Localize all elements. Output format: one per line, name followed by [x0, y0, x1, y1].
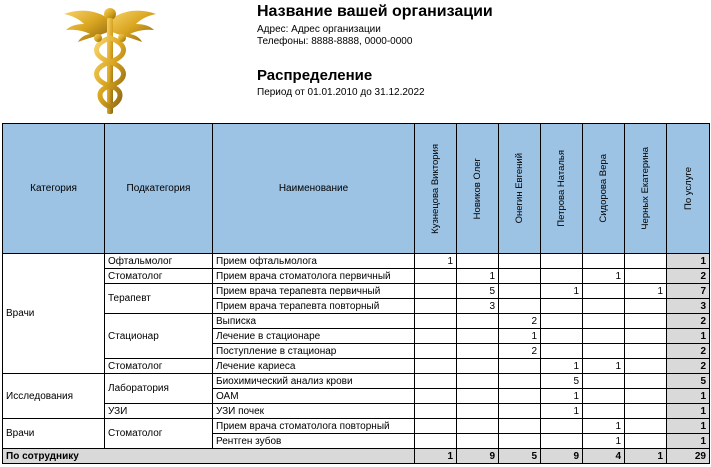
service-name-cell: УЗИ почек	[213, 404, 415, 419]
value-cell: 1	[583, 434, 625, 449]
column-header-employee: Сидорова Вера	[583, 124, 625, 254]
value-cell	[625, 314, 667, 329]
subcategory-cell: УЗИ	[105, 404, 213, 419]
service-name-cell: Выписка	[213, 314, 415, 329]
employee-total-cell: 5	[499, 449, 541, 464]
value-cell	[583, 344, 625, 359]
value-cell	[625, 404, 667, 419]
value-cell	[541, 254, 583, 269]
value-cell	[583, 389, 625, 404]
employee-total-cell: 1	[625, 449, 667, 464]
value-cell	[499, 269, 541, 284]
value-cell: 5	[541, 374, 583, 389]
service-name-cell: Лечение кариеса	[213, 359, 415, 374]
row-total-cell: 1	[667, 404, 710, 419]
value-cell: 1	[583, 269, 625, 284]
value-cell	[499, 389, 541, 404]
value-cell	[457, 314, 499, 329]
value-cell	[541, 269, 583, 284]
value-cell	[625, 254, 667, 269]
table-row	[3, 374, 710, 389]
value-cell	[457, 359, 499, 374]
value-cell	[415, 359, 457, 374]
value-cell	[457, 254, 499, 269]
subcategory-cell: Стоматолог	[105, 359, 213, 374]
value-cell	[499, 419, 541, 434]
value-cell	[415, 404, 457, 419]
value-cell	[625, 419, 667, 434]
row-total-cell: 2	[667, 359, 710, 374]
category-cell: Исследования	[3, 374, 105, 419]
service-name-cell: Прием врача терапевта первичный	[213, 284, 415, 299]
value-cell	[541, 434, 583, 449]
subcategory-cell: Лаборатория	[105, 374, 213, 404]
employee-total-cell: 4	[583, 449, 625, 464]
row-total-cell: 1	[667, 419, 710, 434]
category-cell: Врачи	[3, 419, 105, 449]
value-cell	[415, 389, 457, 404]
service-name-cell: Лечение в стационаре	[213, 329, 415, 344]
table-row	[3, 284, 710, 299]
value-cell	[583, 254, 625, 269]
row-total-cell: 2	[667, 344, 710, 359]
service-name-cell: Прием врача стоматолога первичный	[213, 269, 415, 284]
value-cell	[583, 299, 625, 314]
column-header-employee: Онегин Евгений	[499, 124, 541, 254]
organization-name: Название вашей организации	[257, 3, 493, 20]
value-cell: 1	[583, 419, 625, 434]
value-cell	[415, 344, 457, 359]
value-cell: 1	[541, 389, 583, 404]
value-cell: 1	[415, 254, 457, 269]
service-name-cell: Прием врача стоматолога повторный	[213, 419, 415, 434]
distribution-table	[2, 123, 710, 464]
value-cell	[541, 419, 583, 434]
table-header-row	[3, 124, 710, 254]
value-cell	[499, 359, 541, 374]
value-cell: 3	[457, 299, 499, 314]
row-total-cell: 7	[667, 284, 710, 299]
value-cell	[625, 269, 667, 284]
report-title: Распределение	[257, 67, 373, 84]
value-cell	[415, 434, 457, 449]
row-total-cell: 3	[667, 299, 710, 314]
value-cell	[625, 374, 667, 389]
subcategory-cell: Офтальмолог	[105, 254, 213, 269]
column-header-employee: Петрова Наталья	[541, 124, 583, 254]
value-cell	[457, 344, 499, 359]
service-name-cell: Прием офтальмолога	[213, 254, 415, 269]
table-row	[3, 419, 710, 434]
column-header-category: Категория	[3, 124, 105, 254]
value-cell	[457, 389, 499, 404]
value-cell	[583, 314, 625, 329]
column-header-total: По услуге	[667, 124, 710, 254]
value-cell: 1	[541, 359, 583, 374]
value-cell	[625, 344, 667, 359]
value-cell	[415, 329, 457, 344]
table-row	[3, 359, 710, 374]
row-total-cell: 1	[667, 254, 710, 269]
value-cell	[457, 419, 499, 434]
value-cell	[625, 434, 667, 449]
employee-totals-row	[3, 449, 710, 464]
value-cell	[499, 284, 541, 299]
value-cell: 5	[457, 284, 499, 299]
value-cell	[625, 329, 667, 344]
value-cell: 1	[541, 404, 583, 419]
value-cell: 1	[541, 284, 583, 299]
row-total-cell: 5	[667, 374, 710, 389]
report-period: Период от 01.01.2010 до 31.12.2022	[257, 87, 425, 98]
row-total-cell: 1	[667, 389, 710, 404]
value-cell	[541, 329, 583, 344]
service-name-cell: Рентген зубов	[213, 434, 415, 449]
column-header-employee: Черных Екатерина	[625, 124, 667, 254]
row-total-cell: 2	[667, 314, 710, 329]
value-cell: 1	[499, 329, 541, 344]
organization-address: Адрес: Адрес организации	[257, 24, 381, 35]
organization-phones: Телефоны: 8888-8888, 0000-0000	[257, 36, 413, 47]
subcategory-cell: Стоматолог	[105, 419, 213, 449]
value-cell	[457, 434, 499, 449]
table-row	[3, 254, 710, 269]
value-cell	[625, 389, 667, 404]
value-cell	[415, 299, 457, 314]
service-name-cell: Поступление в стационар	[213, 344, 415, 359]
value-cell	[415, 374, 457, 389]
subcategory-cell: Терапевт	[105, 284, 213, 314]
caduceus-icon	[62, 2, 158, 118]
value-cell	[625, 359, 667, 374]
value-cell	[457, 374, 499, 389]
value-cell: 2	[499, 344, 541, 359]
grand-total-cell: 29	[667, 449, 710, 464]
value-cell	[415, 269, 457, 284]
column-header-employee: Новиков Олег	[457, 124, 499, 254]
value-cell	[583, 404, 625, 419]
employee-total-cell: 1	[415, 449, 457, 464]
value-cell	[541, 344, 583, 359]
row-total-cell: 2	[667, 269, 710, 284]
category-cell: Врачи	[3, 254, 105, 374]
table-row	[3, 314, 710, 329]
employee-total-cell: 9	[457, 449, 499, 464]
value-cell: 2	[499, 314, 541, 329]
value-cell	[499, 299, 541, 314]
value-cell: 1	[457, 269, 499, 284]
value-cell	[457, 404, 499, 419]
value-cell: 1	[583, 359, 625, 374]
column-header-subcategory: Подкатегория	[105, 124, 213, 254]
value-cell	[583, 374, 625, 389]
value-cell	[415, 419, 457, 434]
row-total-cell: 1	[667, 434, 710, 449]
value-cell	[583, 329, 625, 344]
value-cell	[415, 314, 457, 329]
column-header-name: Наименование	[213, 124, 415, 254]
value-cell	[583, 284, 625, 299]
column-header-employee: Кузнецова Виктория	[415, 124, 457, 254]
value-cell	[415, 284, 457, 299]
table-row	[3, 404, 710, 419]
employee-total-cell: 9	[541, 449, 583, 464]
table-row	[3, 269, 710, 284]
value-cell	[541, 314, 583, 329]
value-cell	[499, 374, 541, 389]
employee-totals-label: По сотруднику	[3, 449, 415, 464]
subcategory-cell: Стоматолог	[105, 269, 213, 284]
service-name-cell: Биохимический анализ крови	[213, 374, 415, 389]
service-name-cell: ОАМ	[213, 389, 415, 404]
value-cell	[625, 299, 667, 314]
value-cell: 1	[625, 284, 667, 299]
value-cell	[499, 254, 541, 269]
subcategory-cell: Стационар	[105, 314, 213, 359]
row-total-cell: 1	[667, 329, 710, 344]
value-cell	[499, 404, 541, 419]
service-name-cell: Прием врача терапевта повторный	[213, 299, 415, 314]
value-cell	[457, 329, 499, 344]
value-cell	[541, 299, 583, 314]
value-cell	[499, 434, 541, 449]
